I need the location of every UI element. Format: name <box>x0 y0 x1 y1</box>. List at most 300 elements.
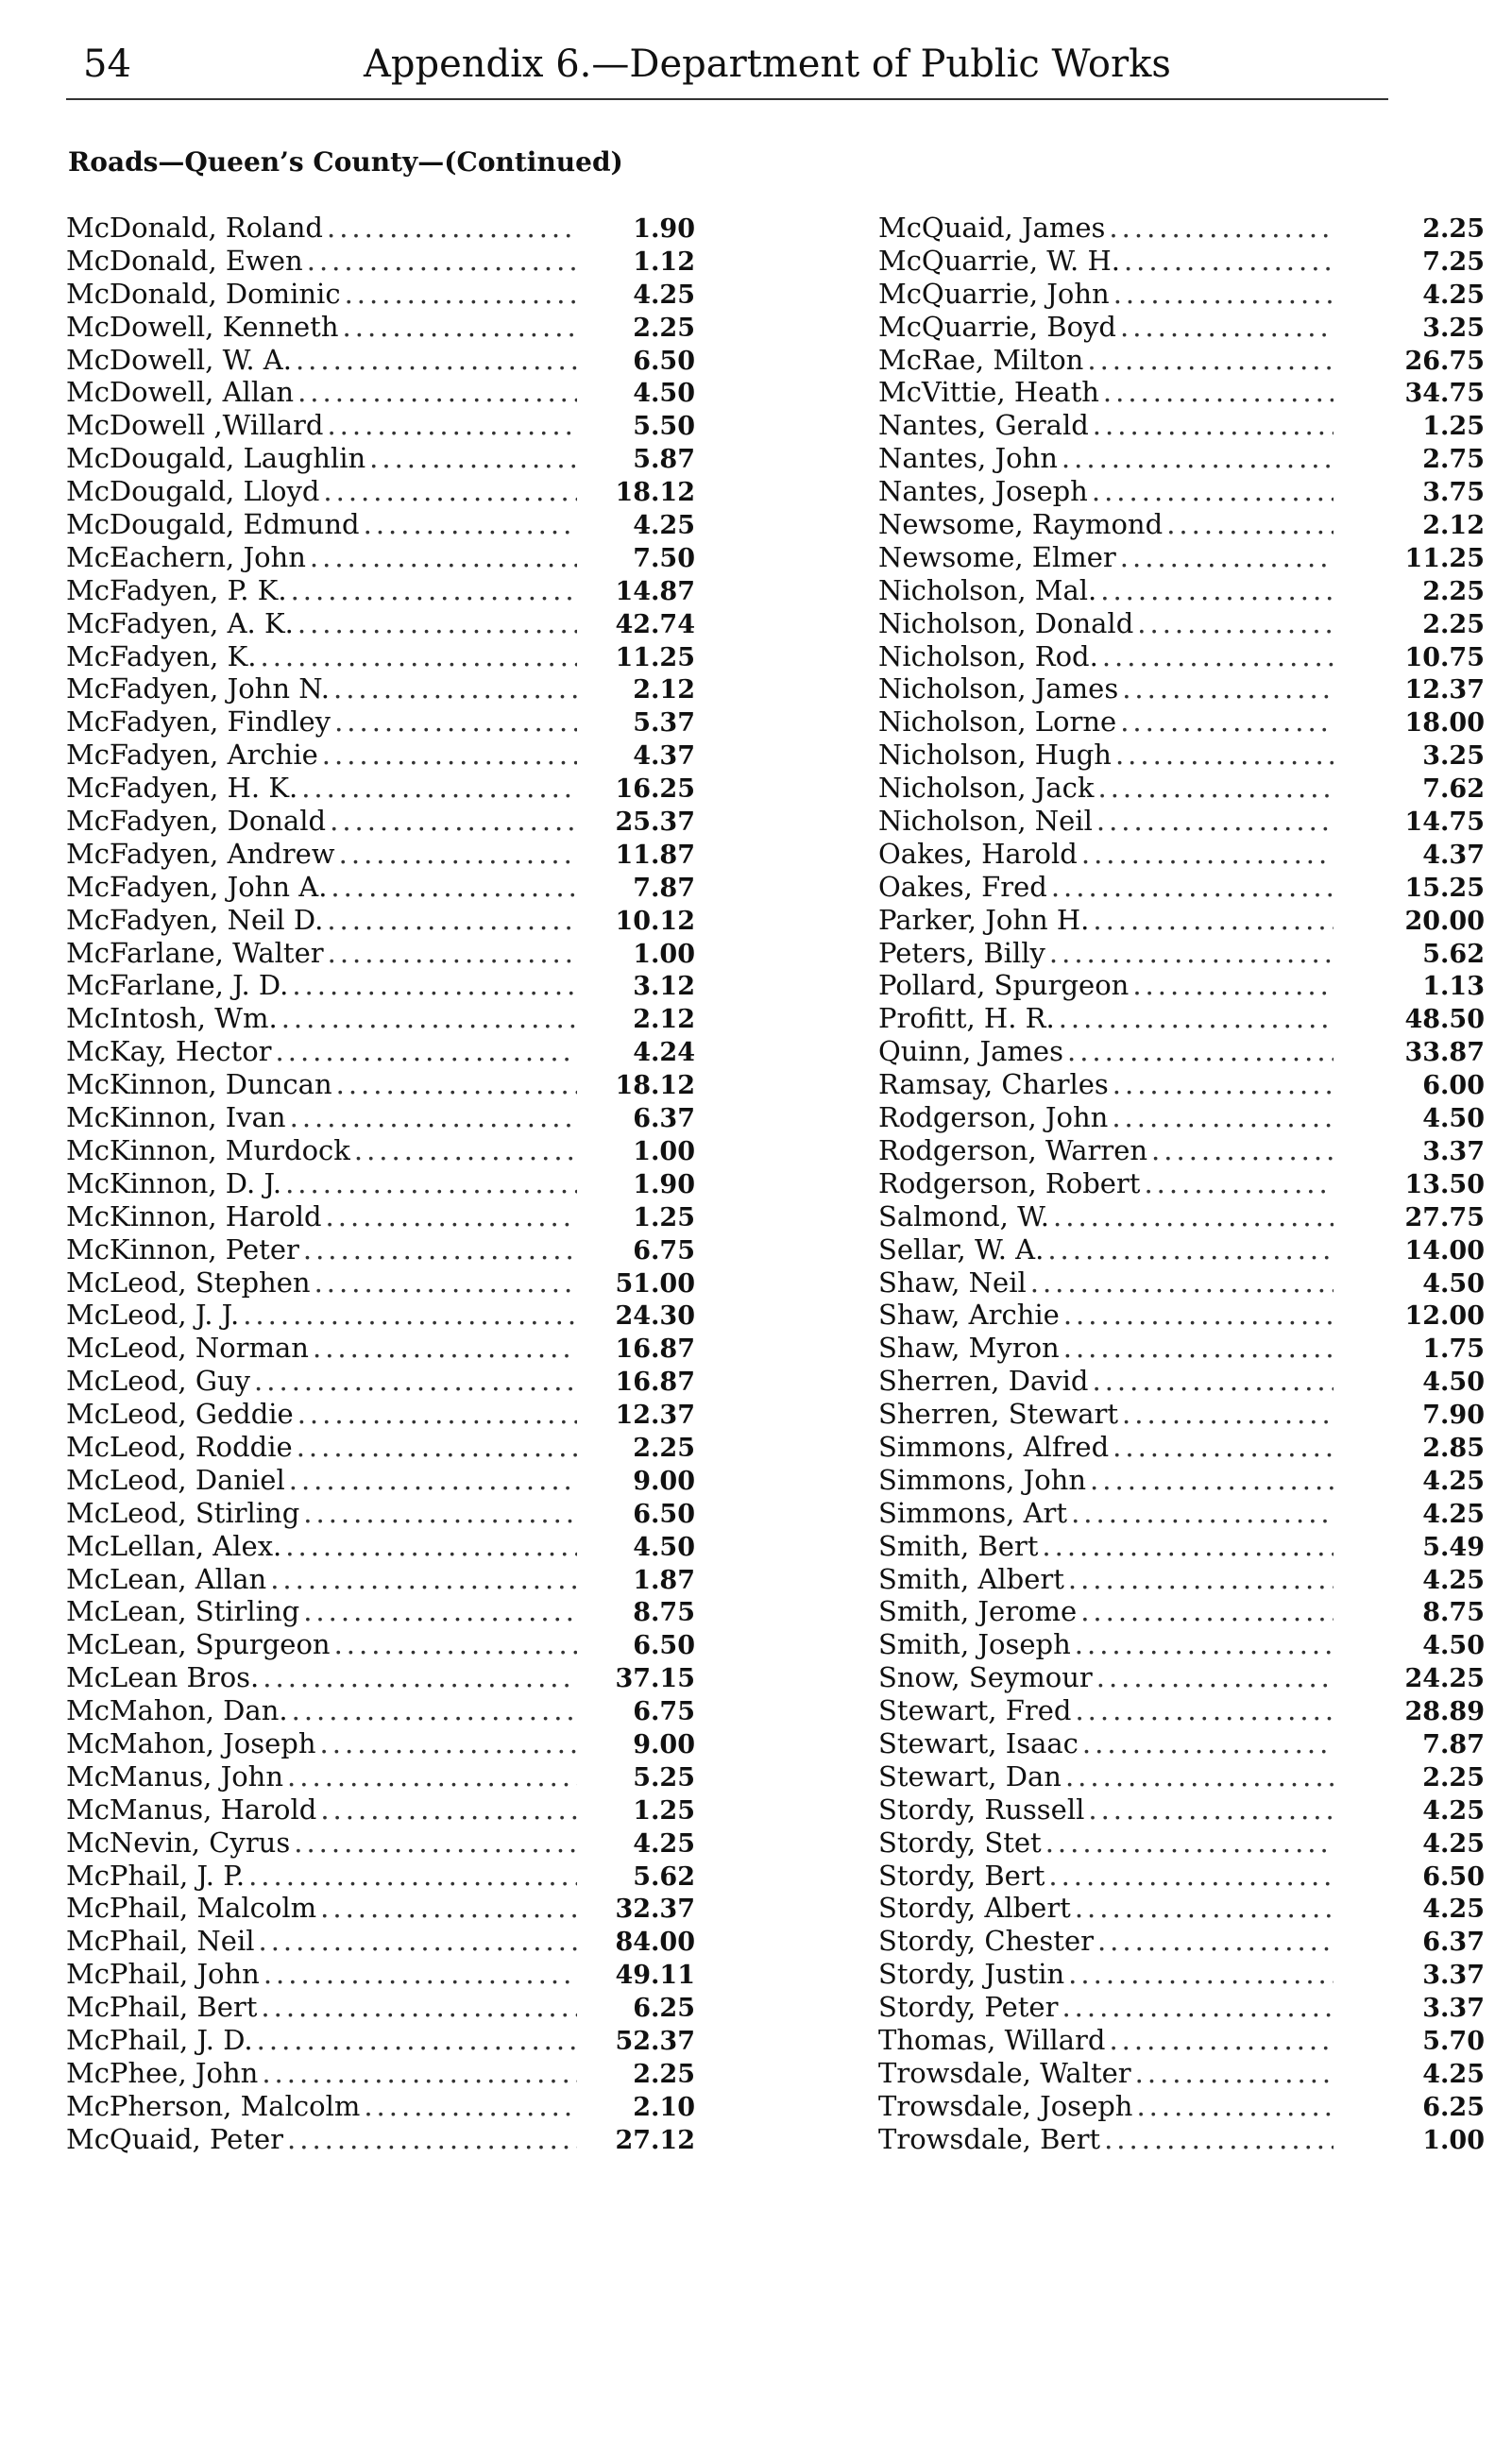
entry-amount: 6.50 <box>1422 1861 1485 1892</box>
list-item <box>66 376 695 409</box>
entry-name: McFadyen, Archie <box>66 739 318 772</box>
dot-leader <box>1122 672 1334 705</box>
entry-amount: 1.00 <box>1422 2125 1485 2155</box>
dot-leader <box>320 1892 577 1925</box>
entry-name: Rodgerson, John <box>878 1101 1109 1134</box>
entry-amount: 1.13 <box>1422 972 1485 1002</box>
dot-leader <box>1113 1431 1334 1464</box>
dot-leader <box>1113 278 1334 311</box>
entry-amount: 3.12 <box>633 972 695 1002</box>
dot-leader <box>1068 1958 1334 1991</box>
entry-amount: 1.25 <box>1422 412 1485 442</box>
entry-amount: 37.15 <box>615 1664 695 1694</box>
list-item <box>66 245 695 278</box>
list-item <box>878 574 1485 607</box>
dot-leader <box>289 1464 577 1497</box>
entry-name: Nantes, Gerald <box>878 409 1089 442</box>
entry-name: McDonald, Roland <box>66 212 323 244</box>
entry-amount: 4.25 <box>1422 280 1485 310</box>
dot-leader <box>1137 607 1334 640</box>
entry-name: McDowell, Allan <box>66 376 295 409</box>
dot-leader <box>343 311 577 344</box>
entry-amount: 4.25 <box>1422 1828 1485 1859</box>
list-item <box>66 1002 695 1035</box>
dot-leader <box>301 772 577 805</box>
entry-amount: 4.50 <box>633 379 695 409</box>
dot-leader <box>1166 508 1334 541</box>
dot-leader <box>1075 1628 1334 1661</box>
entry-name: Ramsay, Charles <box>878 1068 1109 1101</box>
entry-name: McPhail, Bert <box>66 1991 258 2024</box>
entry-name: Nicholson, James <box>878 672 1119 705</box>
entry-name: Pollard, Spurgeon <box>878 969 1130 1002</box>
entry-name: Trowsdale, Walter <box>878 2056 1131 2089</box>
entry-amount: 4.50 <box>1422 1104 1485 1134</box>
entry-name: McKinnon, Harold <box>66 1199 322 1232</box>
entry-name: Stewart, Dan <box>878 1759 1062 1793</box>
list-item <box>878 344 1485 377</box>
dot-leader <box>1067 1035 1334 1068</box>
dot-leader <box>1100 574 1334 607</box>
list-item <box>66 1563 695 1596</box>
dot-leader <box>310 541 577 574</box>
header-rule <box>66 98 1388 100</box>
entry-name: Stewart, Fred <box>878 1694 1072 1727</box>
dot-leader <box>307 245 577 278</box>
entry-name: McKinnon, Murdock <box>66 1133 350 1166</box>
dot-leader <box>1042 1530 1334 1563</box>
entry-amount: 4.25 <box>633 511 695 541</box>
entry-name: McKinnon, D. J. <box>66 1166 282 1199</box>
entry-name: McLean Bros. <box>66 1661 260 1694</box>
list-item <box>66 904 695 937</box>
entry-amount: 3.37 <box>1422 1961 1485 1991</box>
entry-amount: 2.12 <box>1422 511 1485 541</box>
entry-amount: 2.25 <box>633 1433 695 1463</box>
dot-leader <box>1102 640 1334 673</box>
dot-leader <box>336 1068 577 1101</box>
entry-name: Sherren, Stewart <box>878 1398 1119 1431</box>
dot-leader <box>328 937 577 970</box>
entry-amount: 6.75 <box>633 1235 695 1266</box>
dot-leader <box>1062 1991 1334 2024</box>
entry-name: McLeod, Geddie <box>66 1398 294 1431</box>
entry-amount: 10.75 <box>1404 642 1485 672</box>
entry-amount: 5.25 <box>633 1762 695 1793</box>
entry-name: Stordy, Bert <box>878 1859 1045 1892</box>
dot-leader <box>1030 1266 1334 1300</box>
entry-name: McFadyen, John N. <box>66 672 330 705</box>
entry-name: Smith, Jerome <box>878 1595 1078 1628</box>
dot-leader <box>354 1134 577 1167</box>
list-item <box>878 1760 1485 1793</box>
dot-leader <box>259 1925 578 1958</box>
entry-name: Nantes, John <box>878 442 1058 475</box>
list-item <box>878 838 1485 871</box>
dot-leader <box>287 1760 577 1793</box>
entry-name: McFadyen, H. K. <box>66 772 298 805</box>
dot-leader <box>1103 376 1334 409</box>
list-item <box>878 1694 1485 1727</box>
entry-name: Newsome, Elmer <box>878 540 1116 573</box>
list-item <box>878 1860 1485 1893</box>
entry-amount: 14.87 <box>615 576 695 606</box>
entry-amount: 6.25 <box>633 1994 695 2024</box>
dot-leader <box>303 1595 577 1628</box>
entry-amount: 1.25 <box>633 1795 695 1826</box>
entry-name: McLellan, Alex. <box>66 1529 282 1562</box>
dot-leader <box>334 1628 577 1661</box>
entry-amount: 5.37 <box>633 708 695 739</box>
entry-name: McDowell, Kenneth <box>66 310 339 343</box>
entry-name: McVittie, Heath <box>878 376 1099 409</box>
list-item <box>66 772 695 805</box>
list-item <box>66 937 695 970</box>
list-item <box>878 1958 1485 1991</box>
entry-name: McPhail, John <box>66 1958 260 1991</box>
entry-name: Trowsdale, Joseph <box>878 2089 1133 2122</box>
entry-name: Sherren, David <box>878 1365 1089 1398</box>
entry-amount: 20.00 <box>1404 906 1485 936</box>
dot-leader <box>1082 1727 1334 1760</box>
entry-name: Rodgerson, Robert <box>878 1166 1141 1199</box>
entry-name: Oakes, Harold <box>878 837 1078 870</box>
entry-name: McManus, John <box>66 1759 284 1793</box>
entry-name: McDonald, Ewen <box>66 244 303 277</box>
dot-leader <box>1045 1827 1334 1860</box>
entry-name: Simmons, Art <box>878 1496 1068 1529</box>
entry-name: McDowell, W. A. <box>66 343 292 376</box>
entry-name: McLeod, Stirling <box>66 1496 300 1529</box>
entry-amount: 9.00 <box>633 1729 695 1759</box>
entry-amount: 8.75 <box>633 1598 695 1628</box>
entry-name: Nicholson, Jack <box>878 772 1095 805</box>
dot-leader <box>1120 311 1334 344</box>
dot-leader <box>1063 1332 1334 1365</box>
entry-name: McLeod, Stephen <box>66 1266 311 1299</box>
list-item <box>878 2090 1485 2123</box>
list-item <box>66 1233 695 1266</box>
list-item <box>878 1793 1485 1827</box>
dot-leader <box>1047 1233 1334 1266</box>
entry-amount: 12.00 <box>1404 1301 1485 1332</box>
page-header <box>66 36 1388 93</box>
entry-name: McFadyen, Findley <box>66 705 331 739</box>
entry-name: McLeod, Daniel <box>66 1463 285 1496</box>
dot-leader <box>1120 705 1334 739</box>
list-item <box>878 772 1485 805</box>
list-item <box>66 1860 695 1893</box>
entry-name: Rodgerson, Warren <box>878 1133 1148 1166</box>
list-item <box>66 1958 695 1991</box>
dot-leader <box>320 1727 577 1760</box>
dot-leader <box>323 475 577 508</box>
list-item <box>66 1464 695 1497</box>
entry-name: McFadyen, Andrew <box>66 837 335 870</box>
entry-amount: 10.12 <box>615 906 695 936</box>
list-item <box>66 705 695 739</box>
entry-name: McQuaid, James <box>878 212 1106 244</box>
entry-amount: 5.70 <box>1422 2026 1485 2056</box>
dot-leader <box>276 1035 577 1068</box>
entry-amount: 4.50 <box>1422 1631 1485 1661</box>
entry-amount: 7.87 <box>633 873 695 903</box>
entry-amount: 11.25 <box>1404 543 1485 573</box>
dot-leader <box>1115 739 1334 772</box>
dot-leader <box>1097 1925 1334 1958</box>
entry-name: McMahon, Dan. <box>66 1694 288 1727</box>
dot-leader <box>1075 1892 1334 1925</box>
entry-name: Peters, Billy <box>878 936 1045 969</box>
list-item <box>66 1332 695 1365</box>
entry-name: McLeod, Roddie <box>66 1430 293 1463</box>
dot-leader <box>1151 1134 1334 1167</box>
entry-amount: 26.75 <box>1404 346 1485 376</box>
list-item <box>66 1101 695 1134</box>
list-item <box>66 311 695 344</box>
dot-leader <box>1068 1563 1334 1596</box>
dot-leader <box>261 1991 577 2024</box>
entry-name: McDowell ,Willard <box>66 409 324 442</box>
list-item <box>878 442 1485 475</box>
entry-amount: 24.25 <box>1404 1664 1485 1694</box>
entry-amount: 28.89 <box>1404 1697 1485 1727</box>
list-item <box>66 607 695 640</box>
dot-leader <box>322 739 577 772</box>
list-item <box>878 1002 1485 1035</box>
entry-name: McIntosh, Wm. <box>66 1002 278 1035</box>
entry-name: Stordy, Peter <box>878 1991 1059 2024</box>
dot-leader <box>1098 772 1334 805</box>
entry-amount: 32.37 <box>615 1895 695 1925</box>
dot-leader <box>1053 1200 1334 1233</box>
dot-leader <box>1144 1167 1334 1200</box>
list-item <box>878 607 1485 640</box>
list-item <box>66 1892 695 1925</box>
dot-leader <box>281 1002 577 1035</box>
entry-name: McFadyen, A. K. <box>66 606 294 639</box>
entry-amount: 15.25 <box>1404 873 1485 903</box>
dot-leader <box>1090 1464 1334 1497</box>
entry-amount: 4.50 <box>1422 1368 1485 1398</box>
dot-leader <box>314 1266 577 1300</box>
list-item <box>66 278 695 311</box>
list-item <box>878 1464 1485 1497</box>
dot-leader <box>303 1497 577 1530</box>
entry-name: McKinnon, Duncan <box>66 1068 332 1101</box>
dot-leader <box>331 871 577 904</box>
entry-name: McFadyen, K. <box>66 639 257 672</box>
list-item <box>66 1365 695 1398</box>
dot-leader <box>327 409 577 442</box>
entry-name: McFarlane, J. D. <box>66 969 289 1002</box>
list-item <box>878 475 1485 508</box>
dot-leader <box>291 574 577 607</box>
entry-name: McPherson, Malcolm <box>66 2089 361 2122</box>
entry-name: McDonald, Dominic <box>66 277 341 310</box>
dot-leader <box>1136 2090 1334 2123</box>
list-item <box>66 1035 695 1068</box>
entry-amount: 5.50 <box>633 412 695 442</box>
list-item <box>66 2123 695 2156</box>
list-item <box>878 541 1485 574</box>
left-column <box>66 212 695 2156</box>
list-item <box>878 1991 1485 2024</box>
entry-amount: 7.50 <box>633 543 695 573</box>
dot-leader <box>313 1332 577 1365</box>
dot-leader <box>1092 1365 1334 1398</box>
dot-leader <box>1096 805 1334 838</box>
entry-amount: 3.37 <box>1422 1994 1485 2024</box>
entry-amount: 3.25 <box>1422 313 1485 343</box>
entry-name: Snow, Seymour <box>878 1661 1093 1694</box>
list-item <box>878 1134 1485 1167</box>
entry-amount: 1.90 <box>633 214 695 244</box>
dot-leader <box>294 1827 577 1860</box>
entry-amount: 4.25 <box>1422 1466 1485 1496</box>
list-item <box>66 1760 695 1793</box>
entry-name: Shaw, Archie <box>878 1299 1060 1332</box>
page-number: 54 <box>83 42 131 86</box>
entry-name: McLeod, Guy <box>66 1365 251 1398</box>
entry-amount: 3.25 <box>1422 741 1485 772</box>
entry-amount: 48.50 <box>1404 1005 1485 1035</box>
entry-amount: 27.12 <box>615 2125 695 2155</box>
entry-name: Thomas, Willard <box>878 2023 1106 2056</box>
list-item <box>66 1398 695 1431</box>
entry-name: Stewart, Isaac <box>878 1726 1079 1759</box>
list-item <box>66 1431 695 1464</box>
dot-leader <box>297 1398 577 1431</box>
list-item <box>66 1200 695 1233</box>
entry-amount: 2.25 <box>1422 214 1485 244</box>
entry-amount: 1.00 <box>633 939 695 969</box>
dot-leader <box>339 838 577 871</box>
entry-amount: 51.00 <box>615 1268 695 1299</box>
entry-amount: 14.75 <box>1404 807 1485 838</box>
dot-leader <box>285 1167 577 1200</box>
list-item <box>66 2024 695 2057</box>
entry-name: Shaw, Neil <box>878 1266 1027 1299</box>
running-title: Appendix 6.—Department of Public Works <box>364 42 1171 86</box>
dot-leader <box>1071 1497 1334 1530</box>
list-item <box>878 1563 1485 1596</box>
entry-name: McFadyen, P. K. <box>66 573 287 606</box>
list-item <box>66 1694 695 1727</box>
list-item <box>878 1595 1485 1628</box>
list-item <box>878 376 1485 409</box>
list-item <box>66 574 695 607</box>
entry-name: Simmons, John <box>878 1463 1087 1496</box>
entry-name: Stordy, Albert <box>878 1892 1071 1925</box>
dot-leader <box>292 1694 577 1727</box>
list-item <box>878 1233 1485 1266</box>
entry-amount: 12.37 <box>1404 675 1485 705</box>
list-item <box>878 1068 1485 1101</box>
dot-leader <box>1112 1101 1334 1134</box>
list-item <box>66 640 695 673</box>
list-item <box>66 1991 695 2024</box>
dot-leader <box>257 2024 577 2057</box>
entry-name: Smith, Albert <box>878 1562 1064 1595</box>
entry-name: McFadyen, John A. <box>66 870 328 903</box>
dot-leader <box>287 2123 577 2156</box>
dot-leader <box>1065 1760 1334 1793</box>
entry-amount: 6.75 <box>633 1697 695 1727</box>
list-item <box>878 937 1485 970</box>
entry-amount: 33.87 <box>1404 1038 1485 1068</box>
list-item <box>66 1628 695 1661</box>
list-item <box>878 805 1485 838</box>
dot-leader <box>262 2057 577 2090</box>
list-item <box>878 212 1485 245</box>
entry-name: Oakes, Fred <box>878 870 1047 903</box>
entry-amount: 3.75 <box>1422 478 1485 508</box>
entry-amount: 4.25 <box>1422 1895 1485 1925</box>
list-item <box>878 871 1485 904</box>
list-item <box>878 508 1485 541</box>
dot-leader <box>1122 1398 1334 1431</box>
entry-amount: 52.37 <box>615 2026 695 2056</box>
entry-name: Parker, John H. <box>878 903 1090 936</box>
list-item <box>66 1727 695 1760</box>
dot-leader <box>1049 937 1334 970</box>
dot-leader <box>297 607 577 640</box>
dot-leader <box>1135 2057 1334 2090</box>
entry-amount: 1.25 <box>633 1202 695 1232</box>
entry-name: McFadyen, Neil D. <box>66 903 324 936</box>
dot-leader <box>248 1860 577 1893</box>
list-item <box>878 1365 1485 1398</box>
entry-amount: 12.37 <box>615 1401 695 1431</box>
list-item <box>66 1299 695 1332</box>
entry-amount: 6.50 <box>633 1631 695 1661</box>
dot-leader <box>297 376 577 409</box>
right-column <box>878 212 1485 2156</box>
list-item <box>66 541 695 574</box>
entry-name: Simmons, Alfred <box>878 1430 1110 1463</box>
entry-amount: 13.50 <box>1404 1169 1485 1199</box>
list-item <box>878 969 1485 1002</box>
entry-amount: 2.25 <box>1422 1762 1485 1793</box>
entry-name: Nicholson, Rod. <box>878 639 1098 672</box>
entry-name: McPhail, Malcolm <box>66 1892 317 1925</box>
entry-amount: 1.90 <box>633 1169 695 1199</box>
dot-leader <box>1059 1002 1334 1035</box>
entry-name: Profitt, H. R. <box>878 1002 1055 1035</box>
list-item <box>878 1299 1485 1332</box>
dot-leader <box>270 1563 577 1596</box>
entry-name: McNevin, Cyrus <box>66 1826 291 1859</box>
entry-amount: 16.25 <box>615 774 695 805</box>
entry-amount: 5.49 <box>1422 1532 1485 1562</box>
list-item <box>66 805 695 838</box>
list-item <box>66 1595 695 1628</box>
list-item <box>66 969 695 1002</box>
dot-leader <box>345 278 577 311</box>
entry-name: McKinnon, Ivan <box>66 1101 286 1134</box>
entry-name: Smith, Joseph <box>878 1628 1071 1661</box>
entry-name: McQuarrie, John <box>878 277 1110 310</box>
entry-amount: 4.25 <box>1422 2059 1485 2089</box>
dot-leader <box>290 1101 577 1134</box>
list-item <box>878 1398 1485 1431</box>
dot-leader <box>326 1200 577 1233</box>
entry-amount: 3.37 <box>1422 1136 1485 1166</box>
entry-amount: 1.87 <box>633 1565 695 1595</box>
list-item <box>878 1530 1485 1563</box>
list-item <box>66 442 695 475</box>
